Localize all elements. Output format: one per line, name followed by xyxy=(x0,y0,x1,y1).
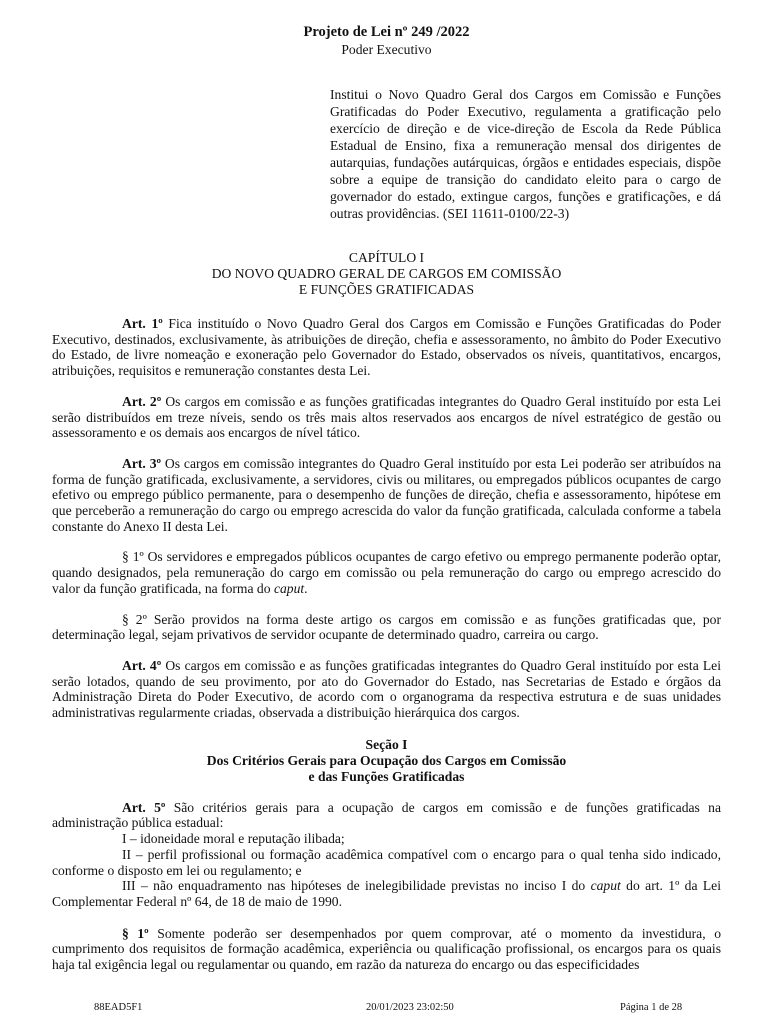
article-5-item-3-italic: caput xyxy=(590,878,621,894)
article-5-paragraph-1 xyxy=(52,926,721,973)
chapter-label: CAPÍTULO I xyxy=(348,250,425,265)
article-5-item-3-text: III – não enquadramento nas hipóteses de inelegibilidade previstas no inciso I do xyxy=(122,878,591,894)
article-5-paragraph-1-text: Somente poderão ser desempenhados por quem comprovar, até o momento da investidura, o cumprimento dos requisitos de formação acadêmica, experiência ou qualificação profissional, os encargos para os quais haja tal exigência legal ou regulamentar ou quando, em razão da natureza do encargo ou das especificidades xyxy=(52,925,721,973)
article-3-paragraph-1-italic: caput xyxy=(273,580,305,596)
bill-summary: Institui o Novo Quadro Geral dos Cargos em Comissão e Funções Gratificadas do Poder Executivo, regulamenta a gratificação pelo exercício de direção e de vice-direção de Escola da Rede Pública Estadual de Ensino, fixa a remuneração mensal dos dirigentes de autarquias, fundações autárquicas, órgãos e entidades especiais, dispõe sobre a equipe de transição do candidato eleito para o cargo de governador do estado, extingue cargos, funções e gratificações, e dá outras providências. (SEI 11611-0100/22-3) xyxy=(330,87,721,221)
article-3-paragraph-2-text: Serão providos na forma deste artigo os cargos em comissão e as funções gratificadas que, por determinação legal, sejam privativos de servidor ocupante de determinado quadro, carreira ou cargo. xyxy=(52,611,721,643)
article-5-item-3-end: do art. 1º da Lei Complementar Federal nº 64, de 18 de maio de 1990. xyxy=(52,878,721,909)
chapter-title-line-2: E FUNÇÕES GRATIFICADAS xyxy=(298,282,475,297)
article-3-paragraph-2-label: § 2º xyxy=(122,611,147,627)
article-1-label: Art. 1º xyxy=(122,316,163,331)
article-5-item-3 xyxy=(52,878,721,909)
article-4-label: Art. 4º xyxy=(122,657,162,673)
article-5-label: Art. 5º xyxy=(122,799,166,815)
article-4-text: Os cargos em comissão e as funções gratificadas integrantes do Quadro Geral instituído por esta Lei serão lotados, quando de seu provimento, por ato do Governador do Estado, nas Secretarias de Estado e órgãos da Administração Direta do Poder Executivo, de acordo com o organograma da respectiva estrutura e de suas unidades administrativas regularmente criadas, observada a distribuição hierárquica dos cargos. xyxy=(52,657,721,721)
bill-author: Poder Executivo xyxy=(341,42,432,57)
article-3-paragraph-1-label: § 1º xyxy=(122,549,144,565)
article-2 xyxy=(52,394,721,441)
section-title-line-1: Dos Critérios Gerais para Ocupação dos Cargos em Comissão xyxy=(206,752,567,768)
chapter-heading xyxy=(52,250,721,298)
article-1 xyxy=(52,316,721,379)
document-code: 88EAD5F1 xyxy=(94,1002,143,1013)
article-3-paragraph-1-end: . xyxy=(304,580,308,596)
article-5-text: São critérios gerais para a ocupação de cargos em comissão e de funções gratificadas na administração pública estadual: xyxy=(52,799,721,831)
article-2-text: Os cargos em comissão e as funções gratificadas integrantes do Quadro Geral instituído por esta Lei serão distribuídos em treze níveis, sendo os três mais altos reservados aos encargos de nível estratégico de gestão ou assessoramento e os demais aos encargos de nível tático. xyxy=(52,393,721,441)
section-title-line-2: e das Funções Gratificadas xyxy=(308,768,465,784)
article-5-item-2: II – perfil profissional ou formação acadêmica compatível com o encargo para o qual tenha sido indicado, conforme o disposto em lei ou regulamento; e xyxy=(52,846,721,878)
document-timestamp: 20/01/2023 23:02:50 xyxy=(366,1002,454,1013)
article-2-label: Art. 2º xyxy=(122,393,162,409)
section-heading xyxy=(52,737,721,785)
article-3 xyxy=(52,456,721,535)
document-page xyxy=(52,24,721,973)
article-5-item-1: I – idoneidade moral e reputação ilibada; xyxy=(122,831,345,847)
bill-title: Projeto de Lei nº 249 /2022 xyxy=(303,24,470,40)
article-3-text: Os cargos em comissão integrantes do Quadro Geral instituído por esta Lei poderão ser atribuídos na forma de função gratificada, exclusivamente, a servidores, civis ou militares, ou empregados públicos ocupantes de cargo efetivo ou emprego público permanente, para o desempenho de funções de direção, chefia e assessoramento, hipótese em que perceberão a remuneração do cargo ou emprego acrescida do valor da função gratificada, calculada conforme a tabela constante do Anexo II desta Lei. xyxy=(52,455,721,534)
article-3-paragraph-1-text: Os servidores e empregados públicos ocupantes de cargo efetivo ou emprego permanente poderão optar, quando designados, pela remuneração do cargo em comissão ou pela remuneração do cargo ou emprego acrescido do valor da função gratificada, na forma do xyxy=(52,549,721,596)
article-3-paragraph-2 xyxy=(52,612,721,643)
article-5-paragraph-1-label: § 1º xyxy=(122,925,149,941)
page-footer xyxy=(0,1002,768,1016)
article-3-label: Art. 3º xyxy=(122,455,161,471)
section-label: Seção I xyxy=(365,736,408,752)
article-1-text: Fica instituído o Novo Quadro Geral dos Cargos em Comissão e Funções Gratificadas do Poder Executivo, destinados, exclusivamente, às atribuições de direção, chefia e assessoramento, no âmbito do Poder Executivo do Estado, de livre nomeação e exoneração pelo Governador do Estado, observados os níveis, quantitativos, encargos, atribuições, requisitos e remuneração constantes desta Lei. xyxy=(52,316,721,379)
article-5 xyxy=(52,800,721,831)
page-number: Página 1 de 28 xyxy=(620,1002,683,1013)
document-header xyxy=(52,24,721,58)
article-3-paragraph-1 xyxy=(52,549,721,596)
article-4 xyxy=(52,658,721,721)
chapter-title-line-1: DO NOVO QUADRO GERAL DE CARGOS EM COMISSÃO xyxy=(211,266,562,281)
